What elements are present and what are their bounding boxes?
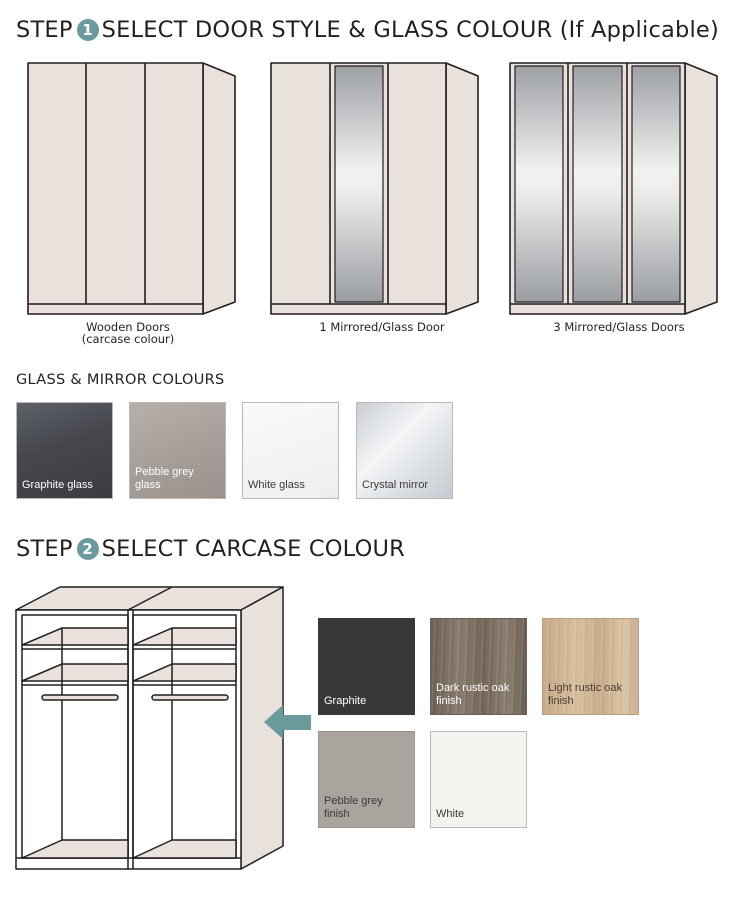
swatch-label: Pebble grey finish	[324, 795, 383, 820]
carcase-swatch-light-rustic-oak[interactable]	[542, 618, 639, 715]
carcase-swatch-white[interactable]	[430, 731, 527, 828]
swatch-label: White glass	[248, 479, 305, 491]
glass-swatch-graphite[interactable]	[16, 402, 113, 499]
swatch-label: White	[436, 808, 465, 820]
step-1-prefix: STEP	[16, 17, 73, 43]
door-style-label	[282, 321, 482, 333]
door-style-label	[519, 321, 719, 333]
swatch-label: Dark rustic oak finish	[436, 682, 510, 707]
swatch-label: Pebble grey glass	[135, 466, 194, 491]
swatch-label: Light rustic oak finish	[548, 682, 622, 707]
step-2-prefix: STEP	[16, 536, 73, 562]
glass-swatch-crystal-mirror[interactable]	[356, 402, 453, 499]
swatch-label: Graphite glass	[22, 479, 93, 491]
door-style-name: 3 Mirrored/Glass Doors	[553, 320, 685, 334]
step-2-title: SELECT CARCASE COLOUR	[101, 536, 406, 562]
swatch-label: Graphite	[324, 695, 367, 707]
carcase-swatch-pebble-grey[interactable]	[318, 731, 415, 828]
glass-swatch-white[interactable]	[242, 402, 339, 499]
step-1-heading	[16, 19, 719, 42]
door-style-name: 1 Mirrored/Glass Door	[319, 320, 445, 334]
carcase-swatch-dark-rustic-oak[interactable]	[430, 618, 527, 715]
step-1-title: SELECT DOOR STYLE & GLASS COLOUR (If Applicable)	[101, 17, 719, 43]
door-style-label	[28, 321, 228, 345]
door-style-name: Wooden Doors	[86, 320, 170, 334]
door-style-sublabel: (carcase colour)	[81, 332, 175, 346]
swatch-label: Crystal mirror	[362, 479, 428, 491]
step-2-heading	[16, 538, 405, 561]
glass-swatch-pebble-grey[interactable]	[129, 402, 226, 499]
carcase-swatch-graphite[interactable]	[318, 618, 415, 715]
glass-mirror-colours-heading: GLASS & MIRROR COLOURS	[16, 372, 225, 388]
step-2-number-badge: 2	[77, 538, 99, 560]
step-1-number-badge: 1	[77, 19, 99, 41]
